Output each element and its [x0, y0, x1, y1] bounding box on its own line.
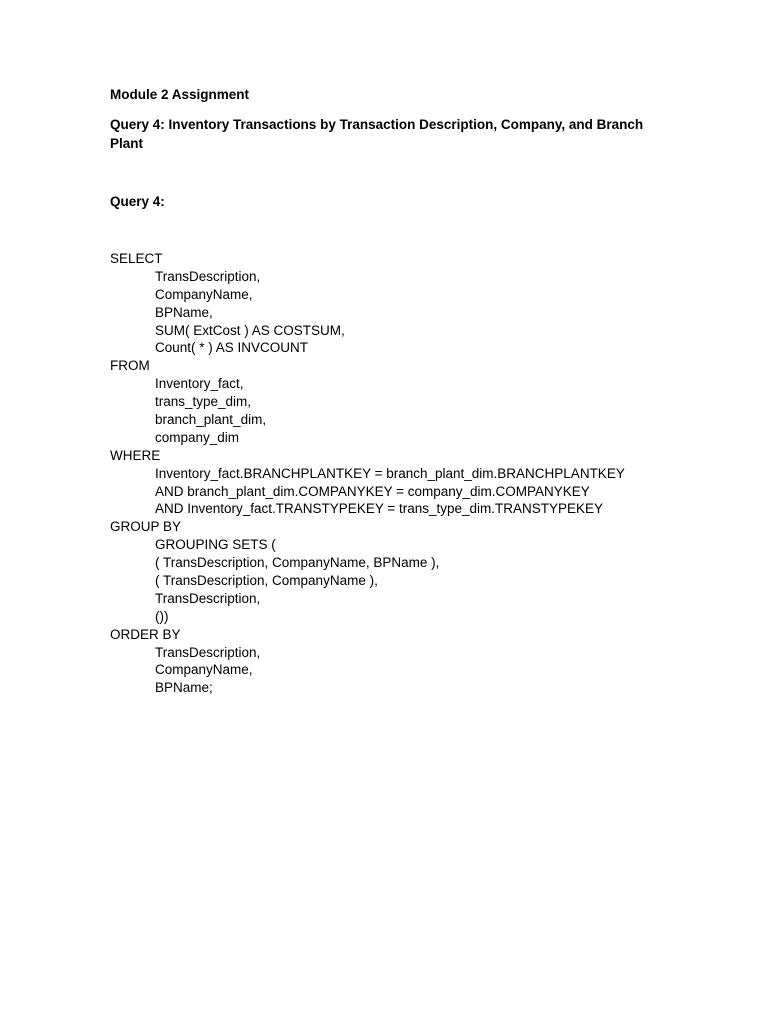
sql-keyword-line: FROM [110, 358, 150, 374]
sql-code-line: branch_plant_dim, [155, 412, 267, 428]
sql-code-line: company_dim [155, 429, 240, 445]
sql-code-line: Inventory_fact, [155, 376, 244, 392]
sql-code-line: GROUPING SETS ( [155, 537, 276, 553]
sql-keyword-line: ORDER BY [110, 626, 181, 642]
sql-code-line: BPName; [155, 680, 213, 696]
sql-code-line: Count( * ) AS INVCOUNT [155, 340, 309, 356]
sql-code-line: AND Inventory_fact.TRANSTYPEKEY = trans_type_dim.TRANSTYPEKEY [155, 501, 604, 517]
sql-code-line: TransDescription, [155, 590, 261, 606]
sql-code-line: ( TransDescription, CompanyName ), [155, 573, 378, 589]
sql-code-line: BPName, [155, 304, 213, 320]
sql-code-line: TransDescription, [155, 268, 261, 284]
sql-code-line: ( TransDescription, CompanyName, BPName ), [155, 555, 440, 571]
query-subheading: Query 4: [110, 194, 165, 209]
sql-code-line: ()) [155, 608, 169, 624]
sql-code-line: AND branch_plant_dim.COMPANYKEY = company_dim.COMPANYKEY [155, 483, 590, 499]
query-heading: Query 4: Inventory Transactions by Transaction Description, Company, and Branch Plant [110, 117, 644, 151]
sql-code-line: SUM( ExtCost ) AS COSTSUM, [155, 322, 345, 338]
sql-code-line: TransDescription, [155, 644, 261, 660]
sql-code-line: CompanyName, [155, 286, 253, 302]
sql-code-line: CompanyName, [155, 662, 253, 678]
sql-keyword-line: GROUP BY [110, 519, 182, 535]
sql-code-line: Inventory_fact.BRANCHPLANTKEY = branch_plant_dim.BRANCHPLANTKEY [155, 465, 625, 481]
document-title: Module 2 Assignment [110, 87, 250, 102]
sql-code-line: trans_type_dim, [155, 394, 252, 410]
sql-code-block [110, 250, 710, 697]
sql-keyword-line: WHERE [110, 447, 161, 463]
sql-keyword-line: SELECT [110, 251, 163, 266]
